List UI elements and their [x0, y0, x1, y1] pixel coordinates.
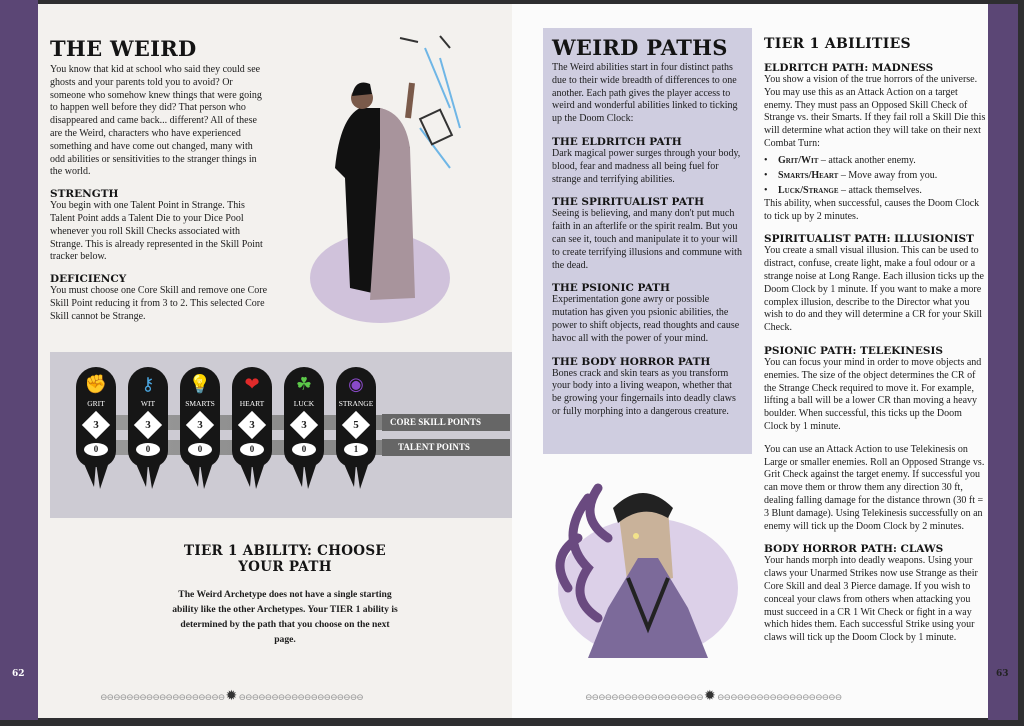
talent-value: 0 [136, 443, 160, 456]
skill-name: HEART [239, 399, 265, 408]
skill-name: WIT [140, 399, 156, 408]
skill-name: LUCK [293, 399, 315, 408]
core-skill-value: 3 [301, 419, 307, 431]
core-skill-value: 3 [145, 419, 151, 431]
talent-value: 0 [188, 443, 212, 456]
tentacle-character-illustration [548, 478, 748, 678]
bullet-key: Grit/Wit [778, 154, 819, 166]
token-spike [134, 459, 162, 489]
talent-points-label: TALENT POINTS [382, 439, 510, 456]
right-edge-strip [988, 4, 1018, 720]
rose-heart-icon: ❤ [244, 374, 260, 394]
footer-ornament-right: ⊖⊖⊖⊖⊖⊖⊖⊖⊖⊖⊖⊖⊖⊖⊖⊖⊖⊖ ✹ ⊖⊖⊖⊖⊖⊖⊖⊖⊖⊖⊖⊖⊖⊖⊖⊖⊖⊖⊖ [585, 689, 842, 704]
token-spike [290, 459, 318, 489]
token-spike [82, 459, 110, 489]
skill-token-strange [336, 367, 376, 467]
spiritualist-text: You create a small visual illusion. This can be used to distract, confuse, create light, make a foul odour or a strange noise at Long Range. Each illusion ticks up the Doom Clock by 1 minute. If you want to make a more complex illusion, describe to the Director what you wish to do and they will determine a CR for your Skill Check. [764, 245, 984, 334]
tier1-abilities-column [764, 36, 986, 645]
choose-path-section [160, 543, 410, 647]
token-spike [186, 459, 214, 489]
choose-path-text: The Weird Archetype does not have a single starting ability like the other Archetypes. Your TIER 1 ability is determined by the path that you choose on the next page. [172, 589, 398, 645]
talent-value: 0 [240, 443, 264, 456]
page-title: THE WEIRD [50, 36, 197, 61]
skill-token-wit [128, 367, 168, 467]
footer-ornament-left: ⊖⊖⊖⊖⊖⊖⊖⊖⊖⊖⊖⊖⊖⊖⊖⊖⊖⊖⊖ ✹ ⊖⊖⊖⊖⊖⊖⊖⊖⊖⊖⊖⊖⊖⊖⊖⊖⊖⊖⊖ [100, 689, 363, 704]
left-text-column [50, 36, 270, 324]
skill-name: GRIT [87, 399, 105, 408]
talent-value: 0 [292, 443, 316, 456]
core-skill-value: 3 [197, 419, 203, 431]
token-spike [238, 459, 266, 489]
path-heading: THE PSIONIC PATH [552, 282, 670, 295]
page-number-right: 63 [996, 669, 1009, 679]
left-edge-strip [0, 0, 38, 720]
path-text: Seeing is believing, and many don't put much faith in an afterlife or the spirit realm. But you can see it, touch and manipulate it to your will to create terrifying illusions and commune with the dead. [552, 208, 742, 271]
weird-paths-panel [543, 28, 752, 454]
bullet-text: – Move away from you. [838, 169, 938, 181]
deficiency-text: You must choose one Core Skill and remove one Core Skill Point reducing it from 3 to 2. This selected Core Skill cannot be Strange. [50, 285, 268, 322]
key-icon: ⚷ [141, 374, 155, 394]
deficiency-heading: DEFICIENCY [50, 273, 127, 286]
eldritch-heading: ELDRITCH PATH: MADNESS [764, 62, 934, 74]
core-skill-value: 3 [249, 419, 255, 431]
core-skill-value: 3 [93, 419, 99, 431]
psionic-text-1: You can focus your mind in order to move objects and enemies. The size of the object determines the CR of the Strange Check required to move it. For example, lifting a ball will be a lower CR than moving a heavy boulder. When successful, this ticks up the Doom Clock by 1 minute. [764, 356, 982, 432]
skill-point-tracker [50, 352, 512, 518]
skill-token-smarts [180, 367, 220, 467]
psionic-heading: PSIONIC PATH: TELEKINESIS [764, 344, 943, 357]
star-ornament-icon: ✹ [704, 689, 716, 704]
core-skill-points-label: CORE SKILL POINTS [382, 414, 510, 431]
page-number-left: 62 [12, 669, 25, 679]
path-text: Experimentation gone awry or possible mutation has given you psionic abilities, the power to shift objects, read thoughts and cause havoc all with the power of your mind. [552, 294, 740, 344]
eldritch-text: You show a vision of the true horrors of the universe. You may use this as an Attack Action on a target enemy. They must pass an Opposed Skill Check of Strange vs. their Smarts. If they fail roll a Skill Die this will determine what action they will take on their next Combat Turn: [764, 74, 986, 149]
bullet-text: – attack themselves. [838, 184, 922, 196]
weird-paths-intro: The Weird abilities start in four distinct paths due to their wide breadth of differences to one another. Each path gives the player access to weird and wonderful abilities linked to ticking up the Doom Clock: [552, 62, 738, 125]
skill-name: SMARTS [185, 399, 215, 408]
lightbulb-icon: 💡 [188, 374, 212, 394]
bullet-key: Smarts/Heart [778, 169, 839, 181]
spiritualist-heading: SPIRITUALIST PATH: ILLUSIONIST [764, 233, 974, 246]
clover-icon: ☘ [295, 374, 313, 394]
skill-token-heart [232, 367, 272, 467]
core-skill-value: 5 [353, 419, 359, 431]
skill-token-luck [284, 367, 324, 467]
bullet-text: – attack another enemy. [818, 154, 916, 166]
weird-character-illustration [300, 28, 500, 328]
talent-value: 0 [84, 443, 108, 456]
path-text: Bones crack and skin tears as you transform your body into a living weapon, whether that be growing your fingernails into deadly claws or fully morphing into a dangerous creature. [552, 367, 736, 417]
eldritch-after-text: This ability, when successful, causes the Doom Clock to tick up by 2 minutes. [764, 197, 980, 222]
strength-text: You begin with one Talent Point in Strange. This Talent Point adds a Talent Die to your Dice Pool whenever you roll Skill Checks associated with Strange. This is already represented in the Skill Point tracker below. [50, 200, 263, 263]
weird-paths-title: WEIRD PATHS [552, 35, 728, 60]
bullet-item [764, 153, 986, 168]
bullet-item [764, 183, 986, 198]
bullet-key: Luck/Strange [778, 184, 839, 196]
psionic-text-2: You can use an Attack Action to use Telekinesis on Large or smaller enemies. Roll an Opposed Strange vs. Grit Check against the target enemy. If successful you can move them or throw them any direction 30 ft, dealing falling damage for the distance thrown (30 ft = 3 Blunt damage). Using Telekinesis successfully on an enemy will tick up the Doom Clock by 2 minutes. [764, 443, 985, 532]
eye-icon: ◉ [348, 374, 364, 394]
token-spike [342, 459, 370, 489]
choose-path-heading: TIER 1 ABILITY: CHOOSE YOUR PATH [183, 543, 387, 575]
tier1-title: TIER 1 ABILITIES [764, 36, 911, 52]
path-heading: THE BODY HORROR PATH [552, 355, 711, 368]
skill-name: STRANGE [338, 399, 374, 408]
fist-icon: ✊ [84, 374, 108, 394]
intro-text: You know that kid at school who said they could see ghosts and your parents told you to avoid? Or someone who somehow knew things that were going to happen well before they did? That person who disappeared and came back... different? All of these are the Weird, characters who have experienced something and have come out changed, many with odd abilities or sensitivities to the stranger things in the world. [50, 64, 262, 178]
path-heading: THE SPIRITUALIST PATH [552, 196, 704, 209]
path-heading: THE ELDRITCH PATH [552, 135, 682, 148]
star-ornament-icon: ✹ [225, 689, 238, 704]
skill-token-grit [76, 367, 116, 467]
strength-heading: STRENGTH [50, 188, 119, 201]
path-text: Dark magical power surges through your body, blood, fear and madness all being fuel for strange and terrifying abilities. [552, 147, 741, 185]
talent-value: 1 [344, 443, 368, 456]
body-horror-heading: BODY HORROR PATH: CLAWS [764, 543, 944, 556]
body-horror-text: Your hands morph into deadly weapons. Using your claws your Unarmed Strikes now use Strange as their Core Skill and deal 3 Pierce damage. If you wish to conceal your claws from others when attacking you must succeed in a CR 1 Wit Check or fight in a way which hides them. Each successful Strike using your claws will tick up the Doom Clock by 1 minute. [764, 555, 978, 644]
bullet-item [764, 168, 986, 183]
